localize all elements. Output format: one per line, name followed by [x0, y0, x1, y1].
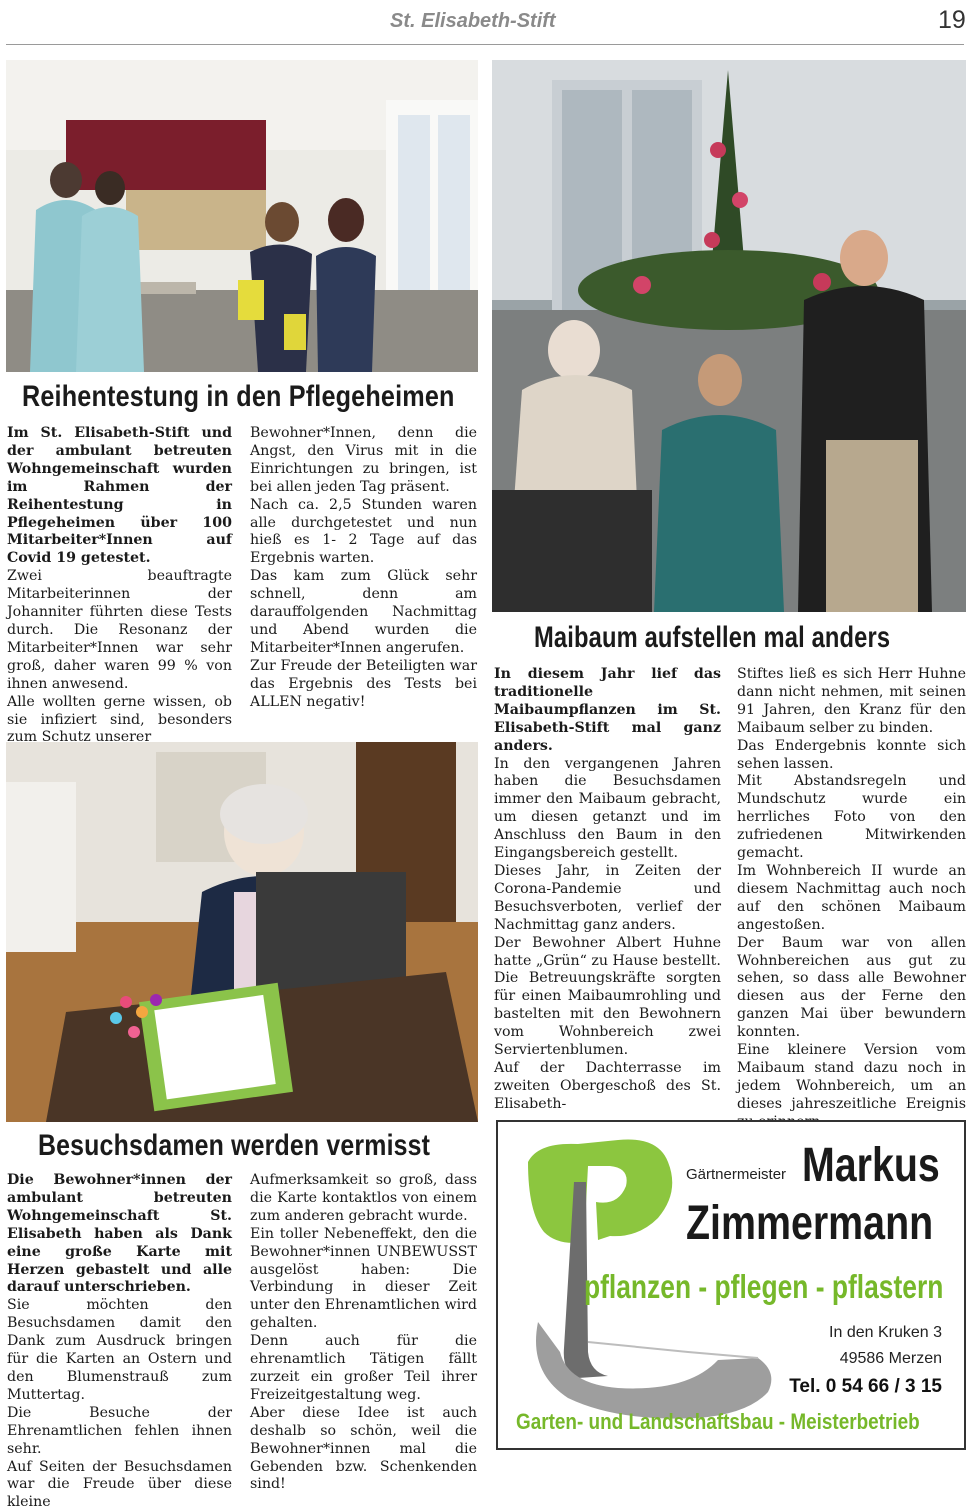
article-column [737, 666, 966, 1132]
ad-phone: Tel. 0 54 66 / 3 15 [789, 1376, 942, 1398]
paragraph: Der Bewohner Albert Huhne hatte „Grün“ zu Hause bestellt. [494, 935, 721, 971]
article-column [7, 1172, 232, 1512]
paragraph: Denn auch für die ehrenamtlich Tätigen fällt zurzeit ein großer Teil ihrer Freizeitgestaltung weg. [250, 1333, 477, 1405]
ad-title-small: Gärtnermeister [686, 1166, 786, 1183]
advertisement [496, 1120, 966, 1450]
ad-street: In den Kruken 3 [829, 1324, 942, 1342]
header-rule [6, 44, 964, 45]
ad-city: 49586 Merzen [840, 1350, 942, 1368]
photo-besuchsdamen [6, 742, 478, 1122]
article-headline: Maibaum aufstellen mal anders [534, 621, 890, 655]
paragraph: Mit Abstandsregeln und Mundschutz wurde ein herrliches Foto von den zufriedenen Mitwirkenden gemacht. [737, 773, 966, 863]
paragraph: Auf Seiten der Besuchsdamen war die Freude über diese kleine [7, 1459, 232, 1512]
ad-footer: Garten- und Landschaftsbau - Meisterbetrieb [516, 1409, 920, 1435]
article-lead: Die Bewohner*innen der ambulant betreuten Wohngemeinschaft St. Elisabeth haben als Dank eine große Karte mit Herzen gebastelt und alle darauf unterschrieben. [7, 1172, 232, 1297]
paragraph: Stiftes ließ es sich Herr Huhne dann nicht nehmen, mit seinen 91 Jahren, den Kranz für den Maibaum selber zu binden. [737, 666, 966, 738]
paragraph: Aufmerksamkeit so groß, dass die Karte kontaktlos von einem zum anderen gebracht wurde. [250, 1172, 477, 1226]
photo-maibaum [492, 60, 966, 612]
photo-testing [6, 60, 478, 372]
paragraph: Eine kleinere Version vom Maibaum stand dazu noch in jedem Wohnbereich, um an dieses jahreszeitliche Ereignis [737, 1042, 966, 1132]
paragraph: Ein toller Nebeneffekt, den die Bewohner*innen UNBEWUSST ausgelöst haben: Die Verbindung in dieser Zeit unter den Ehrenamtlichen wird gehalten. [250, 1226, 477, 1333]
ad-last-name: Zimmermann [686, 1196, 933, 1251]
paragraph: Sie möchten den Besuchsdamen damit den Dank zum Ausdruck bringen für die Karten an Ostern und den Blumenstrauß zum Muttertag. [7, 1297, 232, 1404]
paragraph: Das kam zum Glück sehr schnell, denn am darauffolgenden Nachmittag und Abend wurden die Mitarbeiter*Innen angerufen. [250, 568, 477, 658]
paragraph: Die Besuche der Ehrenamtlichen fehlen ihnen sehr. [7, 1405, 232, 1459]
paragraph: Zwei beauftragte Mitarbeiterinnen der Johanniter führten diese Tests durch. Die Resonanz der Mitarbeiter*Innen war sehr groß, daher waren 99 % von ihnen anwesend. [7, 568, 232, 693]
paragraph: Dieses Jahr, in Zeiten der Corona-Pandemie und Besuchsverboten, verlief der Nachmittag ganz anders. [494, 863, 721, 935]
section-title: St. Elisabeth-Stift [390, 10, 556, 33]
page-number: 19 [938, 6, 966, 35]
paragraph: Nach ca. 2,5 Stunden waren alle durchgetestet und nun hieß es 1- 2 Tage auf das Ergebnis warten. [250, 497, 477, 569]
article-column [250, 425, 477, 712]
paragraph: Der Baum war von allen Wohnbereichen aus gut zu sehen, so dass alle Bewohner diesen aus der Ferne den ganzen Mai über bewundern konnten. [737, 935, 966, 1042]
paragraph: Im Wohnbereich II wurde an diesem Nachmittag auch noch auf den schönen Maibaum angestoßen. [737, 863, 966, 935]
paragraph: Aber diese Idee ist auch deshalb so schön, weil die Bewohner*innen mal die Gebenden bzw. Schenkenden sind! [250, 1405, 477, 1495]
paragraph: Bewohner*Innen, denn die Angst, den Virus mit in die Einrichtungen zu bringen, ist bei allen jeden Tag präsent. [250, 425, 477, 497]
paragraph: Das Endergebnis konnte sich sehen lassen. [737, 738, 966, 774]
paragraph: Auf der Dachterrasse im zweiten Obergeschoß des St. Elisabeth- [494, 1060, 721, 1114]
paragraph: Zur Freude der Beteiligten war das Ergebnis des Tests bei ALLEN negativ! [250, 658, 477, 712]
ad-first-name: Markus [802, 1138, 940, 1193]
article-column [250, 1172, 477, 1494]
paragraph: In den vergangenen Jahren haben die Besuchsdamen immer den Maibaum gebracht, um diesen getanzt und im Anschluss den Baum in den Eingangsbereich gestellt. [494, 756, 721, 863]
ad-slogan: pflanzen - pflegen - pflastern [584, 1268, 943, 1306]
paragraph: Die Betreuungskräfte sorgten für einen Maibaumrohling und bastelten mit den Bewohnern vom Wohnbereich zwei Serviertenblumen. [494, 970, 721, 1060]
article-lead: In diesem Jahr lief das traditionelle Maibaumpflanzen im St. Elisabeth-Stift mal ganz anders. [494, 666, 721, 756]
article-headline: Besuchsdamen werden vermisst [38, 1129, 430, 1163]
article-column [494, 666, 721, 1114]
article-headline: Reihentestung in den Pflegeheimen [22, 380, 455, 414]
paragraph: Alle wollten gerne wissen, ob sie infiziert sind, besonders zum Schutz unserer [7, 694, 232, 748]
article-lead: Im St. Elisabeth-Stift und der ambulant betreuten Wohngemeinschaft wurden im Rahmen der Reihentestung in Pflegeheimen über 100 Mitarbeiter*Innen auf Covid 19 getestet. [7, 425, 232, 568]
article-column [7, 425, 232, 747]
